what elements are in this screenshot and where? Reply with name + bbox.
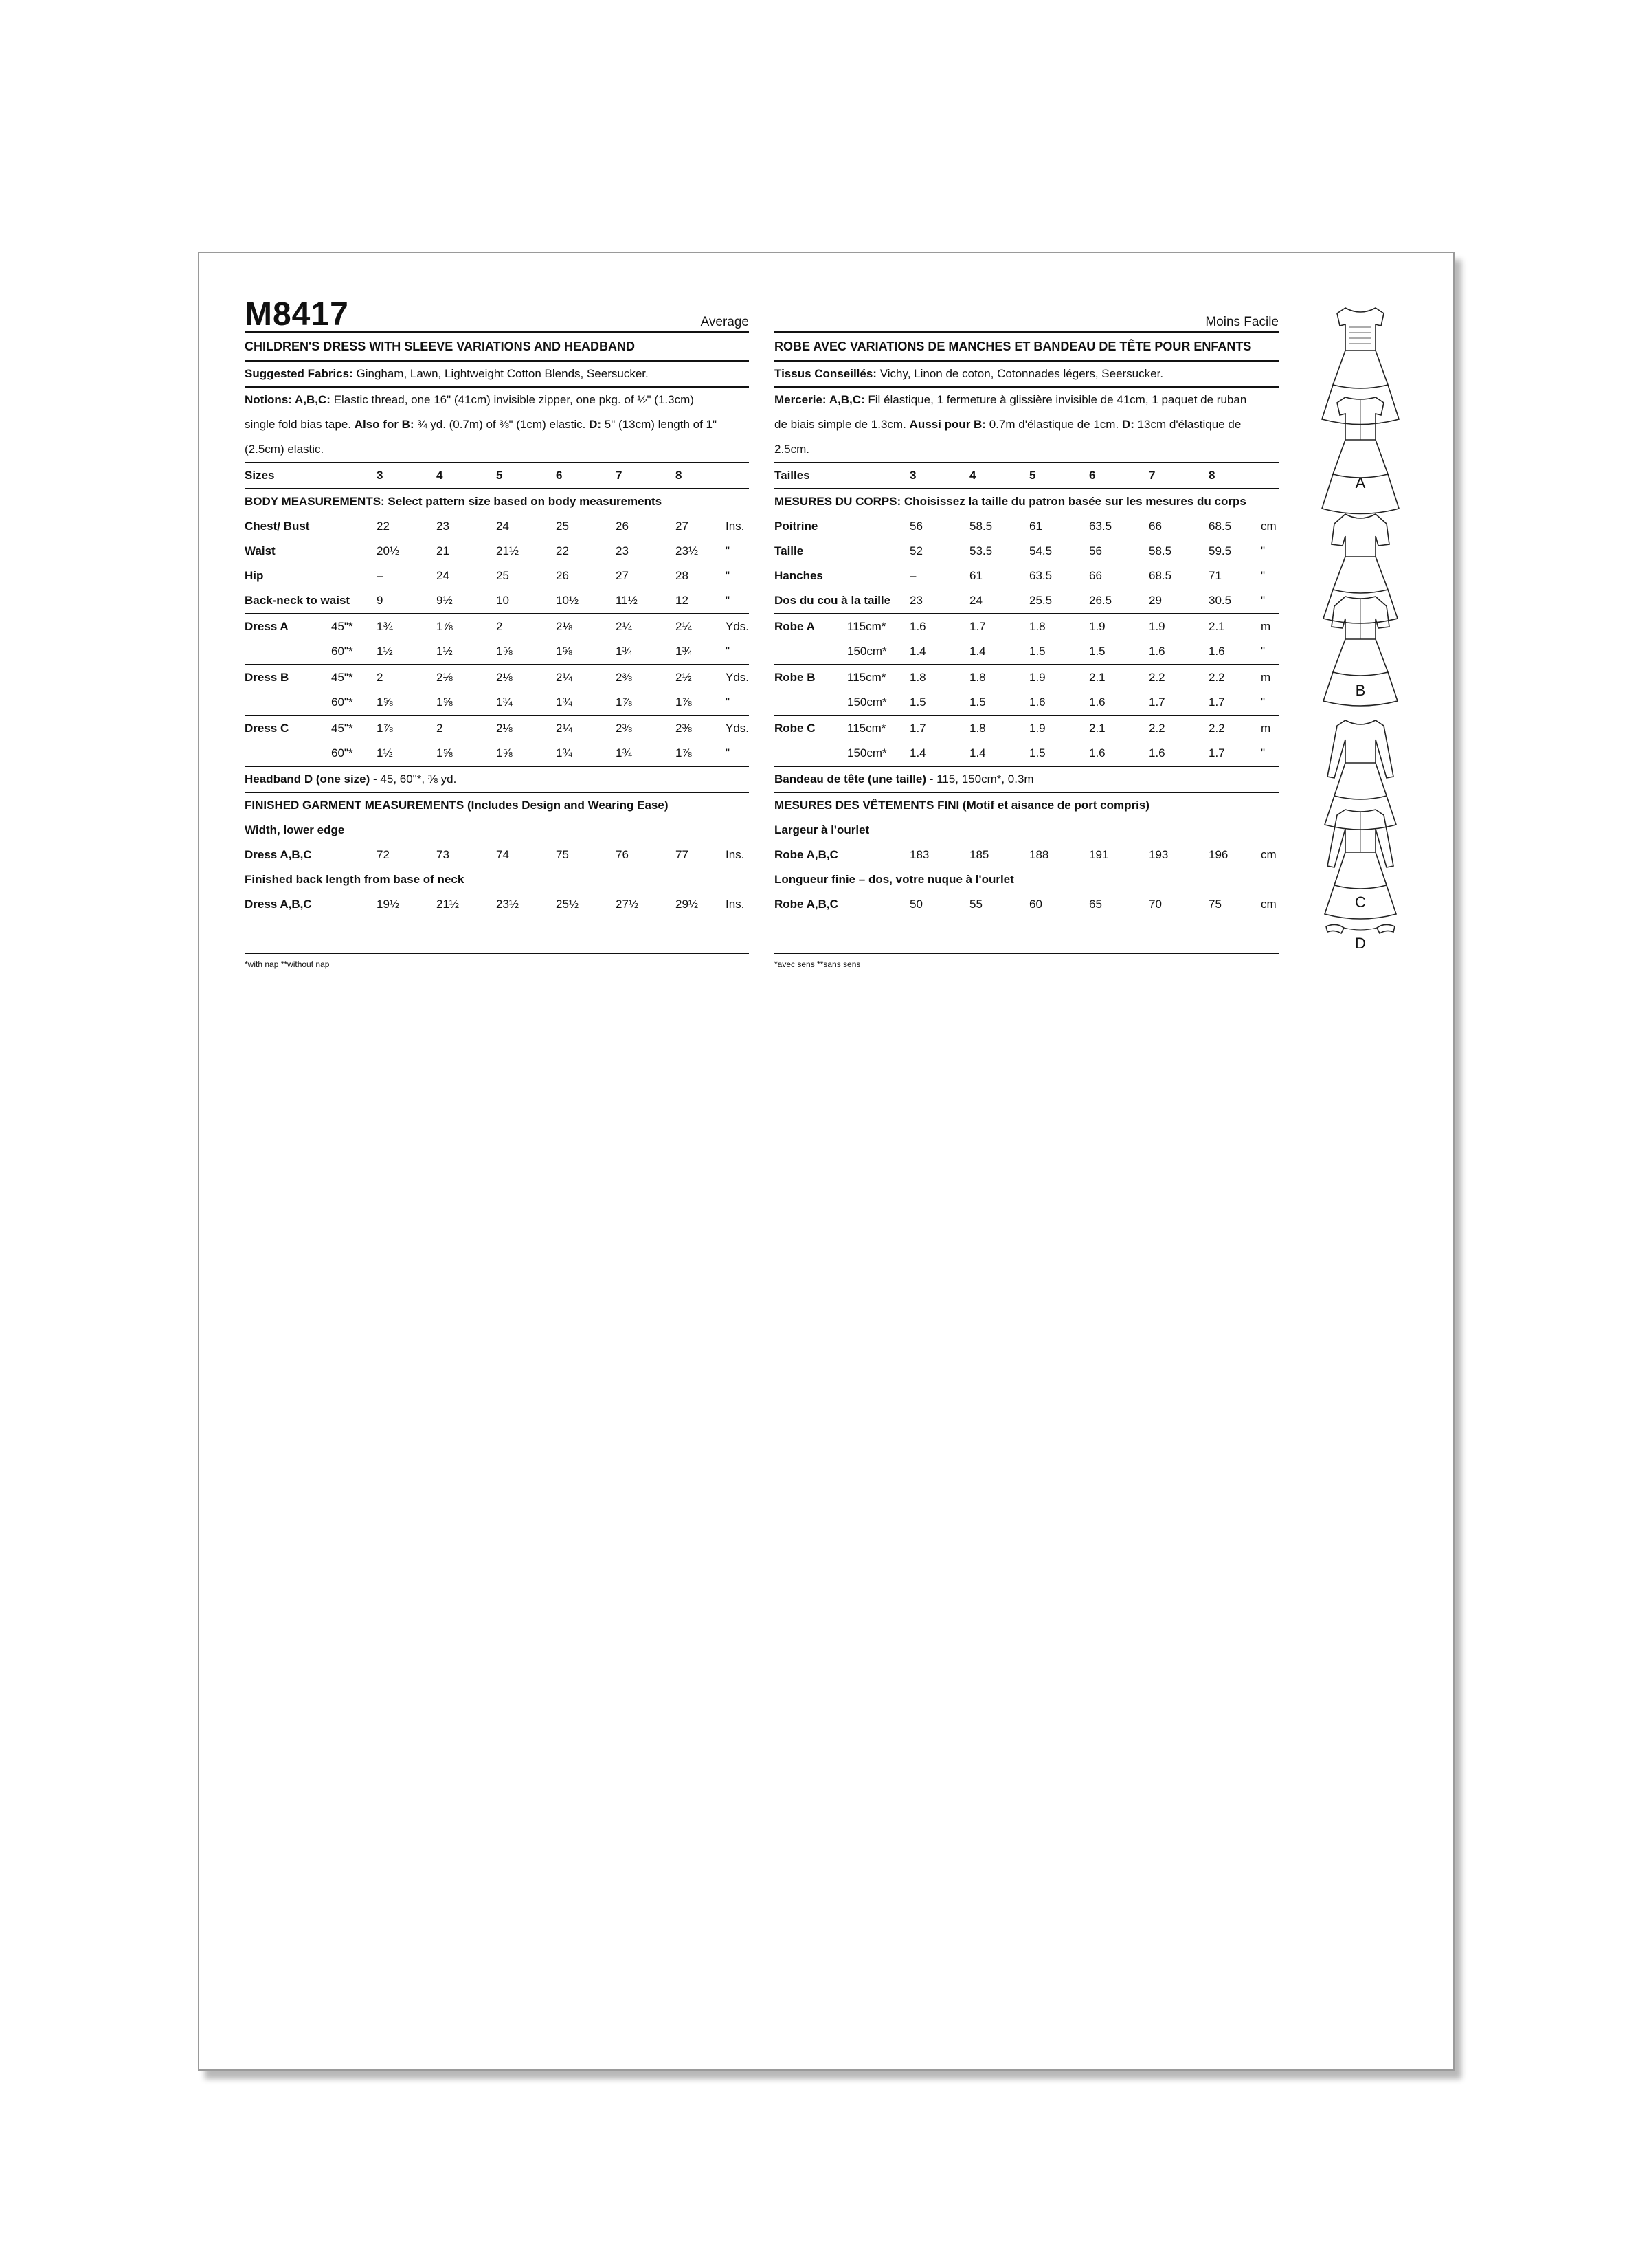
- table-row: Dress A,B,C 72 73 74 75 76 77 Ins.: [245, 848, 745, 861]
- footnote-divider-fr: [774, 953, 1279, 954]
- yardage-dress-c: [245, 716, 749, 767]
- dress-sketches: [1312, 302, 1409, 962]
- sizes-row-fr: Tailles 3 4 5 6 7 8: [774, 463, 1279, 489]
- table-row: Dress A 45"* 1¾ 1⅞ 2 2⅛ 2¼ 2¼ Yds.: [245, 620, 750, 633]
- view-illustrations: [1312, 302, 1409, 962]
- table-row: 150cm* 1.4 1.4 1.5 1.5 1.6 1.6 ": [847, 645, 1266, 658]
- pattern-title-fr: ROBE AVEC VARIATIONS DE MANCHES ET BANDEAU DE TÊTE POUR ENFANTS: [774, 333, 1279, 362]
- table-row: Dress A,B,C 19½ 21½ 23½ 25½ 27½ 29½ Ins.: [245, 898, 745, 911]
- pattern-sheet: [198, 252, 1455, 2071]
- table-row: Dress C 45"* 1⅞ 2 2⅛ 2¼ 2⅜ 2⅜ Yds.: [245, 722, 750, 735]
- view-label-d: D: [1355, 935, 1366, 952]
- suggested-fabrics: Suggested Fabrics: Gingham, Lawn, Lightweight Cotton Blends, Seersucker.: [245, 362, 749, 388]
- view-label-a: A: [1355, 474, 1366, 491]
- table-row: Dos du cou à la taille 23 24 25.5 26.5 29 30.5 ": [774, 594, 1266, 607]
- table-row: Waist 20½ 21 21½ 22 23 23½ ": [245, 544, 730, 557]
- table-row: Poitrine 56 58.5 61 63.5 66 68.5 cm: [774, 520, 1277, 533]
- headband-yardage-fr: Bandeau de tête (une taille) - 115, 150cm*, 0.3m: [774, 767, 1279, 793]
- length-heading: Finished back length from base of neck: [245, 873, 464, 886]
- headband-d-sketch: [1326, 924, 1395, 933]
- view-label-c: C: [1355, 893, 1366, 911]
- finished-heading: FINISHED GARMENT MEASUREMENTS (Includes Design and Wearing Ease): [245, 799, 669, 812]
- table-row: Robe A 115cm* 1.6 1.7 1.8 1.9 1.9 2.1 m: [774, 620, 1271, 633]
- sizes-row: Sizes 3 4 5 6 7 8: [245, 463, 749, 489]
- yardage-robe-c: [774, 716, 1279, 767]
- table-row: Hanches – 61 63.5 66 68.5 71 ": [774, 569, 1266, 582]
- view-label-b: B: [1355, 682, 1366, 699]
- width-heading-fr: Largeur à l'ourlet: [774, 823, 870, 836]
- table-row: Robe A,B,C 50 55 60 65 70 75 cm: [774, 898, 1277, 911]
- table-row: 60"* 1⅝ 1⅝ 1¾ 1¾ 1⅞ 1⅞ ": [331, 696, 730, 709]
- table-row: Dress B 45"* 2 2⅛ 2⅛ 2¼ 2⅜ 2½ Yds.: [245, 671, 750, 684]
- body-measurements-heading: BODY MEASUREMENTS: Select pattern size based on body measurements: [245, 495, 662, 508]
- headband-yardage: Headband D (one size) - 45, 60"*, ⅜ yd.: [245, 767, 749, 793]
- table-row: Hip – 24 25 26 27 28 ": [245, 569, 730, 582]
- footnote-fr: *avec sens **sans sens: [774, 959, 861, 969]
- table-row: 150cm* 1.4 1.4 1.5 1.6 1.6 1.7 ": [847, 746, 1266, 759]
- finished-heading-fr: MESURES DES VÊTEMENTS FINI (Motif et aisance de port compris): [774, 799, 1149, 812]
- difficulty-level: Average: [700, 315, 749, 329]
- pattern-number: M8417: [245, 296, 349, 333]
- table-row: 60"* 1½ 1½ 1⅝ 1⅝ 1¾ 1¾ ": [331, 645, 730, 658]
- length-heading-fr: Longueur finie – dos, votre nuque à l'ourlet: [774, 873, 1014, 886]
- table-row: Robe B 115cm* 1.8 1.8 1.9 2.1 2.2 2.2 m: [774, 671, 1271, 684]
- table-row: Robe C 115cm* 1.7 1.8 1.9 2.1 2.2 2.2 m: [774, 722, 1271, 735]
- table-row: 150cm* 1.5 1.5 1.6 1.6 1.7 1.7 ": [847, 696, 1266, 709]
- english-column: [245, 290, 749, 969]
- yardage-robe-b: [774, 665, 1279, 716]
- footnote-divider: [245, 953, 749, 954]
- table-row: 60"* 1½ 1⅝ 1⅝ 1¾ 1¾ 1⅞ ": [331, 746, 730, 759]
- table-row: Robe A,B,C 183 185 188 191 193 196 cm: [774, 848, 1277, 861]
- yardage-dress-b: [245, 665, 749, 716]
- notions-fr: Mercerie: A,B,C: Fil élastique, 1 fermeture à glissière invisible de 41cm, 1 paquet de ruban de biais simple de 1.3cm. Aussi pour B: 0.7m d'élastique de 1cm. D: 13cm d'élastique de 2.5cm.: [774, 388, 1279, 463]
- table-row: Taille 52 53.5 54.5 56 58.5 59.5 ": [774, 544, 1266, 557]
- header-bar-fr: [774, 290, 1279, 333]
- table-row: Back-neck to waist 9 9½ 10 10½ 11½ 12 ": [245, 594, 730, 607]
- french-column: [774, 290, 1279, 969]
- footnote: *with nap **without nap: [245, 959, 330, 969]
- dress-a-back-sketch: [1322, 397, 1399, 514]
- difficulty-level-fr: Moins Facile: [1205, 315, 1279, 329]
- body-measurements-table: [245, 514, 749, 614]
- width-heading: Width, lower edge: [245, 823, 345, 836]
- pattern-title: CHILDREN'S DRESS WITH SLEEVE VARIATIONS AND HEADBAND: [245, 333, 749, 362]
- suggested-fabrics-fr: Tissus Conseillés: Vichy, Linon de coton, Cotonnades légers, Seersucker.: [774, 362, 1279, 388]
- header-bar: [245, 290, 749, 333]
- body-measurements-heading-fr: MESURES DU CORPS: Choisissez la taille du patron basée sur les mesures du corps: [774, 495, 1246, 508]
- body-measurements-table-fr: [774, 514, 1279, 614]
- notions: Notions: A,B,C: Elastic thread, one 16" (41cm) invisible zipper, one pkg. of ½" (1.3cm) single fold bias tape. Also for B: ¾ yd. (0.7m) of ⅜" (1cm) elastic. D: 5" (13cm) length of 1" (2.5cm) elastic.: [245, 388, 749, 463]
- yardage-dress-a: [245, 614, 749, 665]
- yardage-robe-a: [774, 614, 1279, 665]
- table-row: Chest/ Bust 22 23 24 25 26 27 Ins.: [245, 520, 745, 533]
